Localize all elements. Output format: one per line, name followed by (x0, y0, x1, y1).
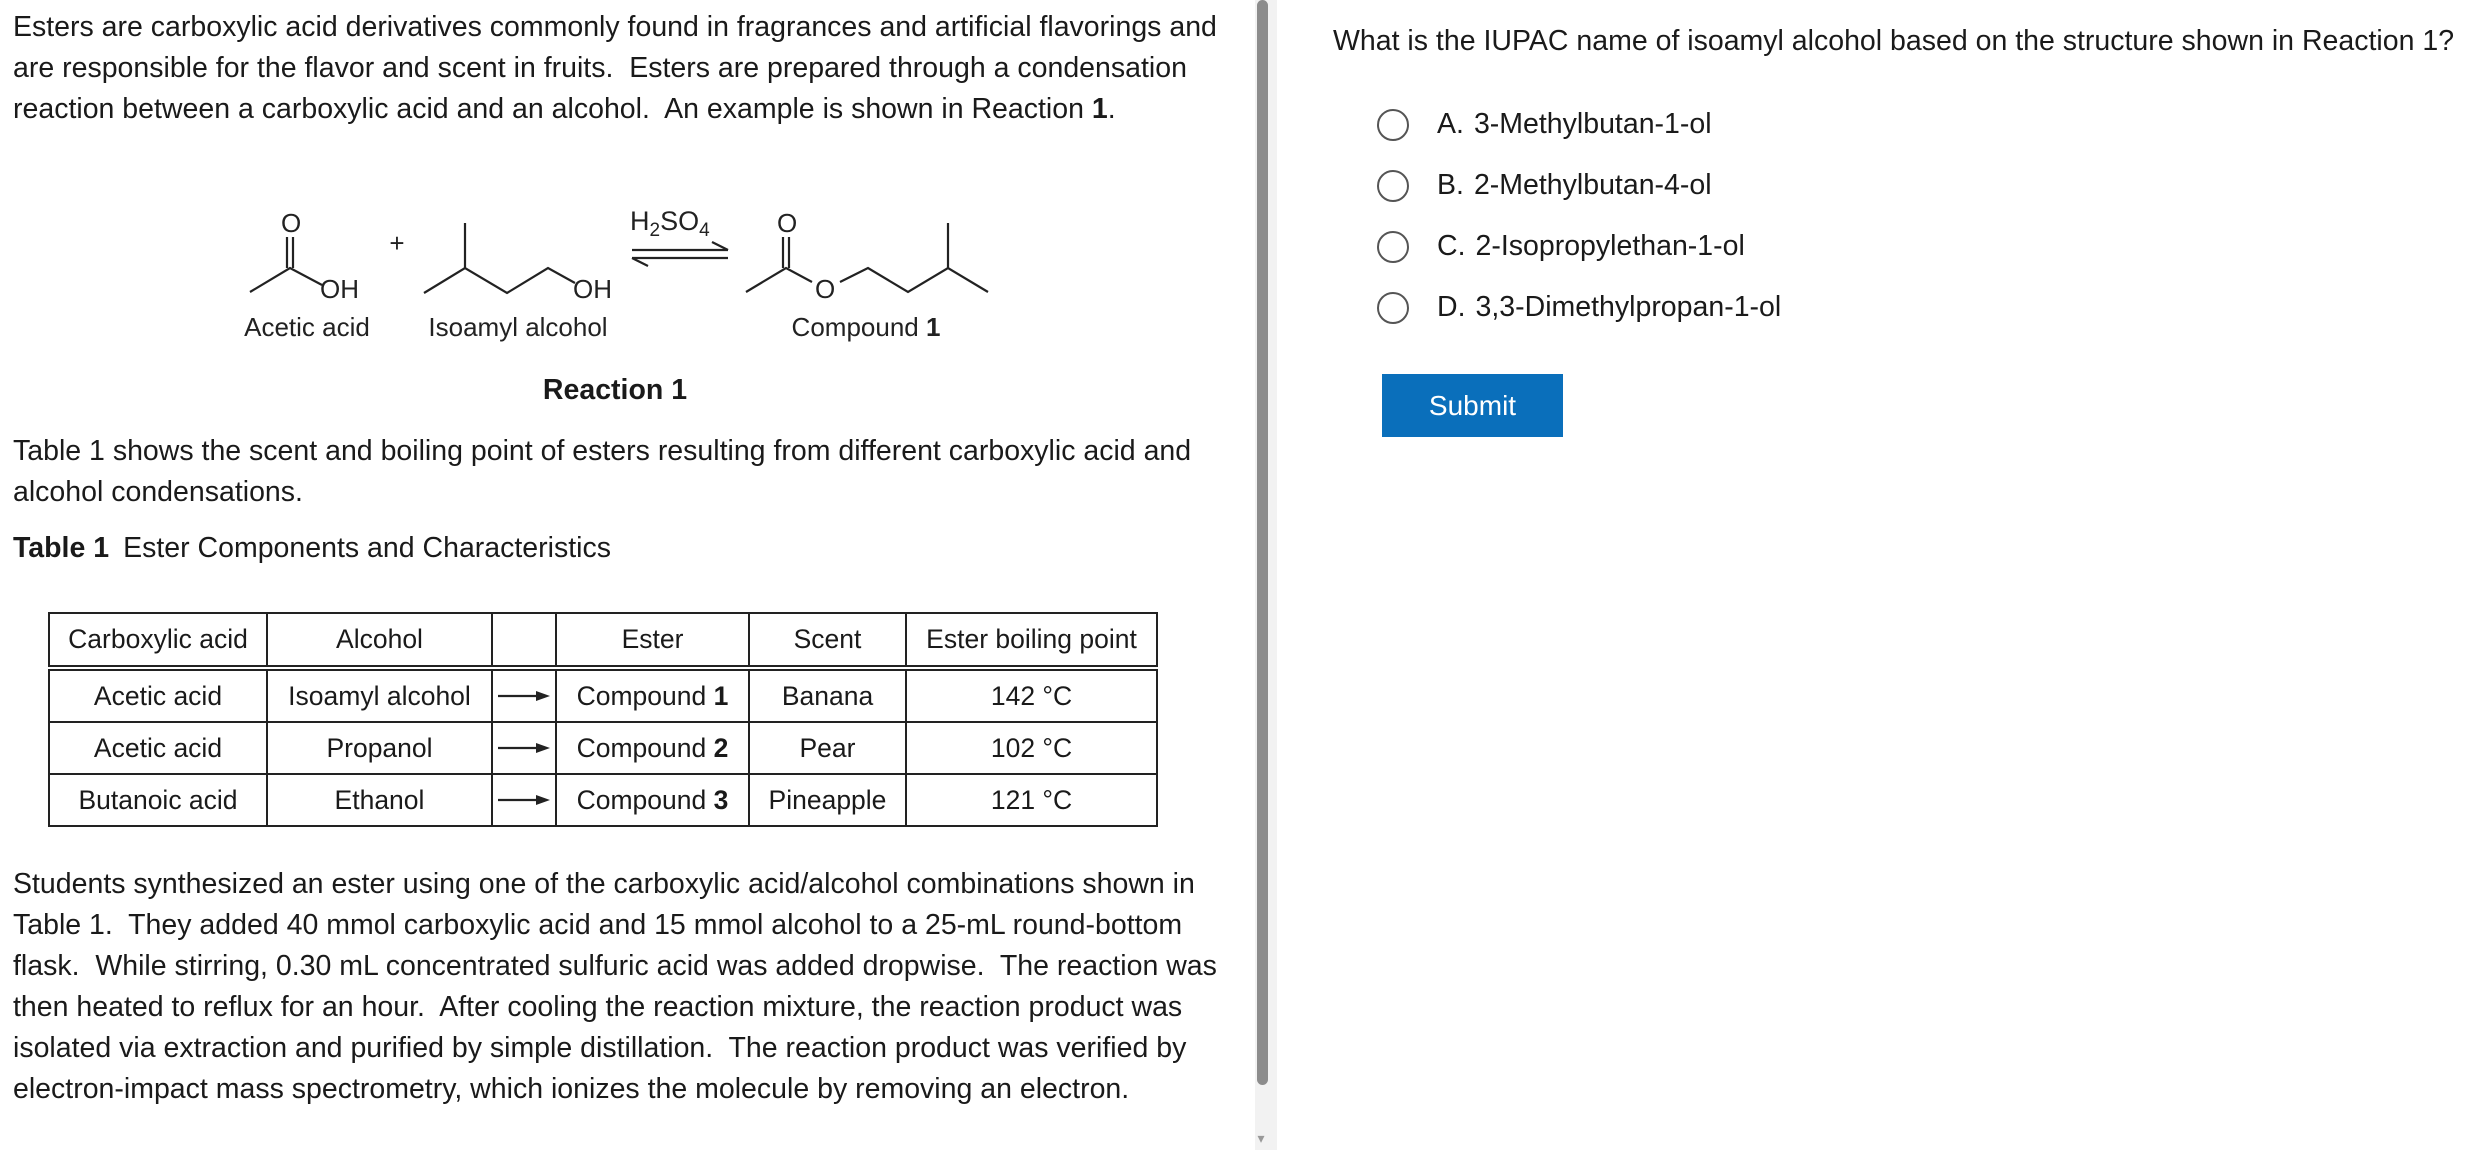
table-row (49, 774, 1157, 826)
passage-paragraph-2: Table 1 shows the scent and boiling point of esters resulting from different carboxylic acid and alcohol condensations. (13, 435, 1192, 508)
cell-acid: Butanoic acid (49, 774, 267, 826)
cell-acid: Acetic acid (49, 722, 267, 774)
option-letter: A. (1437, 108, 1464, 140)
table-header-row (49, 613, 1157, 668)
option-letter: B. (1437, 169, 1464, 201)
option-letter: D. (1437, 291, 1466, 323)
reaction-diagram (0, 180, 1230, 360)
isoamyl-alcohol-oh: OH (573, 274, 612, 304)
header-boiling-point: Ester boiling point (906, 613, 1157, 668)
header-carboxylic-acid: Carboxylic acid (49, 613, 267, 668)
cell-alcohol: Propanol (267, 722, 492, 774)
cell-boiling-point: 121 °C (906, 774, 1157, 826)
catalyst-label: $H_2SO_4$ (630, 206, 710, 241)
option-text: 3-Methylbutan-1-ol (1473, 108, 1712, 140)
scroll-down-arrow-icon[interactable]: ▾ (1257, 1130, 1265, 1146)
radio-button-d[interactable] (1377, 292, 1409, 324)
radio-button-b[interactable] (1377, 170, 1409, 202)
option-text: 2-Methylbutan-4-ol (1473, 169, 1712, 201)
isoamyl-alcohol-label: Isoamyl alcohol (428, 312, 608, 342)
option-letter: C. (1437, 230, 1466, 262)
cell-alcohol: Ethanol (267, 774, 492, 826)
answer-option-a[interactable] (1377, 108, 1712, 141)
option-text: 3,3-Dimethylpropan-1-ol (1475, 291, 1782, 323)
answer-option-c[interactable] (1377, 230, 1745, 263)
table-row (49, 668, 1157, 722)
equilibrium-arrows (632, 242, 728, 266)
header-ester: Ester (556, 613, 749, 668)
radio-button-a[interactable] (1377, 109, 1409, 141)
acetic-acid-structure (250, 237, 322, 292)
cell-boiling-point: 102 °C (906, 722, 1157, 774)
cell-ester: Compound 3 (556, 774, 749, 826)
cell-alcohol: Isoamyl alcohol (267, 668, 492, 722)
option-text: 2-Isopropylethan-1-ol (1475, 230, 1745, 262)
right-arrow-icon (496, 793, 552, 807)
acetic-acid-label: Acetic acid (244, 312, 370, 342)
compound-1-ester-o: O (815, 274, 836, 304)
header-scent: Scent (749, 613, 906, 668)
table-row (49, 722, 1157, 774)
passage-scrollbar-thumb[interactable] (1257, 0, 1268, 1085)
compound-1-label: Compound 1 (791, 312, 941, 342)
passage-paragraph-3: Students synthesized an ester using one of the carboxylic acid/alcohol combinations shown in Table 1. They added 40 mmol carboxylic acid and 15 mmol alcohol to a 25-mL round-bottom flask. While stirring, 0.30 mL concentrated sulfuric acid was added dropwise. The reaction was then heated to reflux for an hour. After cooling the reaction mixture, the reaction product was isolated via extraction and purified by simple distillation. The reaction product was verified by electron-impact mass spectrometry, which ionizes the molecule by removing an electron. (13, 868, 1217, 1105)
question-pane (1277, 0, 2473, 1150)
cell-arrow (492, 668, 556, 722)
compound-1-carbonyl-o: O (777, 208, 798, 238)
right-arrow-icon (496, 689, 552, 703)
question-text: What is the IUPAC name of isoamyl alcohol based on the structure shown in Reaction 1? (1333, 25, 2455, 57)
cell-acid: Acetic acid (49, 668, 267, 722)
submit-button[interactable]: Submit (1382, 374, 1563, 437)
table-caption: Table 1 Ester Components and Characteristics (13, 532, 611, 564)
answer-option-b[interactable] (1377, 169, 1712, 202)
cell-arrow (492, 774, 556, 826)
cell-scent: Pineapple (749, 774, 906, 826)
plus-sign: + (389, 228, 405, 258)
reaction-title: Reaction 1 (542, 374, 688, 406)
ester-table (48, 612, 1158, 827)
isoamyl-alcohol-structure (424, 223, 575, 293)
cell-scent: Banana (749, 668, 906, 722)
cell-scent: Pear (749, 722, 906, 774)
cell-arrow (492, 722, 556, 774)
answer-option-d[interactable] (1377, 291, 1781, 324)
acetic-acid-o: O (281, 208, 302, 238)
header-arrow-blank (492, 613, 556, 668)
header-alcohol: Alcohol (267, 613, 492, 668)
acetic-acid-oh: OH (320, 274, 359, 304)
cell-ester: Compound 2 (556, 722, 749, 774)
passage-paragraph-1: Esters are carboxylic acid derivatives commonly found in fragrances and artificial flavorings and are responsible for the flavor and scent in fruits. Esters are prepared through a condensation reaction between a carboxylic acid and an alcohol. An example is shown in Reaction 1. (13, 11, 1217, 125)
radio-button-c[interactable] (1377, 231, 1409, 263)
right-arrow-icon (496, 741, 552, 755)
cell-boiling-point: 142 °C (906, 668, 1157, 722)
cell-ester: Compound 1 (556, 668, 749, 722)
